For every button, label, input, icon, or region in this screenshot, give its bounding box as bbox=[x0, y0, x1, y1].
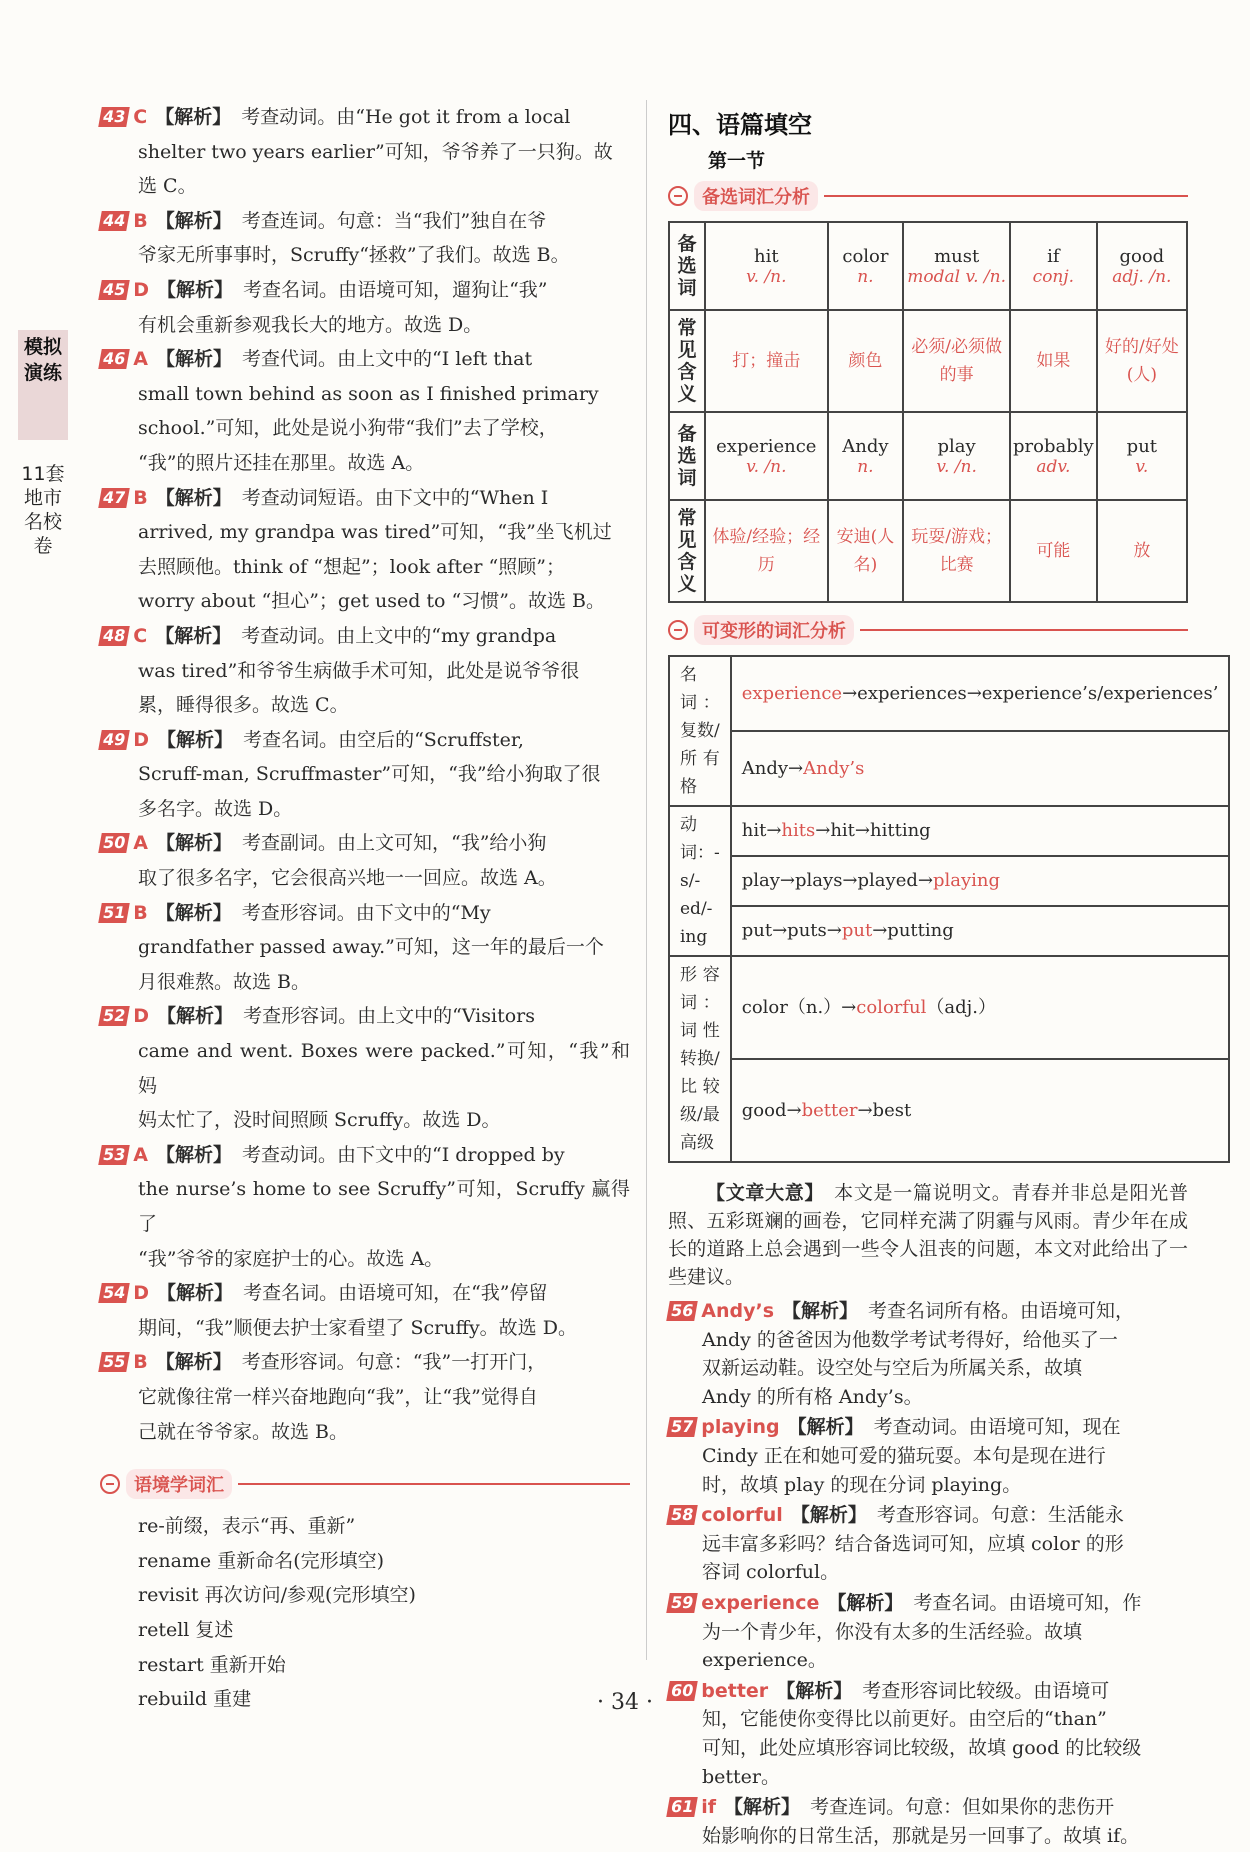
explanation-line: “我”的照片还挂在那里。故选 A。 bbox=[138, 451, 425, 474]
answer-value: B bbox=[133, 486, 148, 509]
explanation-line: the nurse’s home to see Scruffy”可知，Scruffy 赢得了 bbox=[138, 1178, 630, 1235]
analysis-tag: 【解析】 bbox=[782, 1300, 859, 1322]
word-cell bbox=[903, 222, 1010, 310]
form-text: color（n.）→ bbox=[741, 996, 857, 1018]
explanation-line: 取了很多名字，它会很高兴地一一回应。故选 A。 bbox=[138, 867, 557, 890]
explanation-line: 考查动词。由下文中的“I dropped by bbox=[242, 1143, 565, 1166]
right-column bbox=[668, 105, 1219, 1852]
heading-rule bbox=[824, 195, 1188, 197]
explanation-line: 容词 colorful。 bbox=[702, 1561, 840, 1584]
answer-entry bbox=[100, 342, 630, 480]
analysis-tag: 【解析】 bbox=[155, 1351, 232, 1374]
question-number: 52 bbox=[98, 1006, 130, 1026]
form-highlight: experience bbox=[741, 682, 843, 704]
explanation-line: 它就像往常一样兴奋地跑向“我”，让“我”觉得自 bbox=[138, 1385, 538, 1408]
analysis-tag: 【解析】 bbox=[157, 728, 234, 751]
answer-value: better bbox=[701, 1679, 769, 1702]
explanation-line: 选 C。 bbox=[138, 175, 197, 198]
explanation-line: 考查名词。由空后的“Scruffster, bbox=[243, 728, 524, 751]
vocab-item: restart 重新开始 bbox=[138, 1653, 286, 1676]
explanation-line: was tired”和爷爷生病做手术可知，此处是说爷爷很 bbox=[138, 659, 580, 682]
word-cell bbox=[903, 412, 1010, 500]
vocab-heading bbox=[100, 1469, 630, 1499]
word: Andy bbox=[842, 435, 889, 457]
form-row bbox=[731, 856, 1230, 906]
row-label: 备选词 bbox=[669, 412, 705, 500]
word: color bbox=[842, 245, 889, 267]
word-cell bbox=[1010, 412, 1097, 500]
analysis-tag: 【解析】 bbox=[155, 624, 232, 647]
answer-value: B bbox=[133, 901, 148, 924]
meaning-cell: 安迪(人名) bbox=[828, 500, 904, 602]
word: experience bbox=[716, 435, 817, 457]
category-verb: 动词：-s/-ed/-ing bbox=[669, 806, 731, 956]
explanation-line: 远丰富多彩吗？结合备选词可知，应填 color 的形 bbox=[702, 1532, 1124, 1555]
word: play bbox=[937, 435, 976, 457]
analysis-tag: 【解析】 bbox=[155, 348, 232, 371]
analysis-tag: 【解析】 bbox=[790, 1504, 867, 1527]
explanation-line: 妈太忙了，没时间照顾 Scruffy。故选 D。 bbox=[138, 1109, 501, 1132]
table1-heading-label: 备选词汇分析 bbox=[694, 181, 818, 211]
answer-entry bbox=[100, 100, 630, 204]
answer-value: B bbox=[133, 209, 148, 232]
question-number: 50 bbox=[98, 833, 130, 853]
analysis-tag: 【解析】 bbox=[155, 832, 232, 855]
answer-entry bbox=[100, 1138, 630, 1276]
explanation-line: 考查名词。由语境可知，遛狗让“我” bbox=[243, 278, 548, 301]
bulb-icon bbox=[668, 620, 688, 640]
answer-value: A bbox=[133, 1143, 148, 1166]
answer-value: B bbox=[133, 1351, 148, 1374]
explanation-line: small town behind as soon as I finished primary bbox=[138, 382, 599, 405]
explanation-line: 考查形容词。由下文中的“My bbox=[241, 901, 491, 924]
meaning-cell: 如果 bbox=[1010, 310, 1097, 412]
form-text: hit→ bbox=[741, 820, 782, 841]
form-highlight: colorful bbox=[856, 996, 927, 1018]
question-number: 48 bbox=[98, 626, 130, 646]
question-number: 57 bbox=[666, 1417, 698, 1437]
question-number: 44 bbox=[98, 211, 130, 231]
explanation-line: arrived, my grandpa was tired”可知，“我”坐飞机过 bbox=[138, 521, 612, 544]
word: put bbox=[1126, 435, 1158, 457]
row-label: 常见含义 bbox=[669, 310, 705, 412]
forms-table bbox=[668, 655, 1230, 1163]
word: good bbox=[1119, 245, 1165, 267]
explanation-line: “我”爷爷的家庭护士的心。故选 A。 bbox=[138, 1247, 444, 1270]
explanation-line: 月很难熬。故选 B。 bbox=[138, 970, 311, 993]
answer-entry bbox=[100, 723, 630, 827]
right-entries bbox=[668, 1297, 1188, 1850]
answer-entry bbox=[100, 1345, 630, 1449]
analysis-tag: 【解析】 bbox=[155, 209, 232, 232]
form-text: →experiences→experience’s/experiences’ bbox=[842, 682, 1219, 704]
answer-value: D bbox=[133, 728, 150, 751]
explanation-line: 考查动词。由语境可知，现在 bbox=[873, 1416, 1121, 1439]
answer-value: C bbox=[133, 106, 148, 128]
word: hit bbox=[754, 245, 779, 267]
vocab-item: rebuild 重建 bbox=[138, 1688, 252, 1711]
word-cell bbox=[828, 412, 904, 500]
answer-entry bbox=[100, 619, 630, 723]
explanation-line: school.”可知，此处是说小狗带“我们”去了学校， bbox=[138, 417, 558, 440]
part-of-speech: v. /n. bbox=[936, 456, 977, 477]
part-of-speech: n. bbox=[857, 456, 874, 477]
word-cell bbox=[1097, 412, 1187, 500]
analysis-tag: 【解析】 bbox=[157, 278, 234, 301]
question-number: 59 bbox=[666, 1593, 698, 1613]
word: must bbox=[934, 245, 980, 267]
bulb-icon bbox=[668, 186, 688, 206]
analysis-tag: 【解析】 bbox=[724, 1796, 801, 1819]
answer-value: D bbox=[133, 278, 150, 301]
vocab-item: rename 重新命名(完形填空) bbox=[138, 1549, 385, 1572]
form-row bbox=[731, 906, 1230, 956]
question-number: 55 bbox=[98, 1352, 130, 1372]
explanation-line: grandfather passed away.”可知，这一年的最后一个 bbox=[138, 936, 604, 959]
explanation-line: came and went. Boxes were packed.”可知，“我”和妈 bbox=[138, 1040, 630, 1097]
explanation-line: 累，睡得很多。故选 C。 bbox=[138, 694, 349, 717]
answer-value: colorful bbox=[701, 1504, 783, 1527]
answer-value: playing bbox=[701, 1416, 780, 1439]
word-cell bbox=[1097, 222, 1187, 310]
explanation-line: 考查动词。由“He got it from a local bbox=[241, 106, 571, 128]
explanation-line: 有机会重新参观我长大的地方。故选 D。 bbox=[138, 313, 483, 336]
meaning-cell: 放 bbox=[1097, 500, 1187, 602]
vocab-list bbox=[100, 1509, 630, 1717]
explanation-line: 考查名词。由语境可知，在“我”停留 bbox=[243, 1282, 548, 1305]
explanation-line: 考查形容词。由上文中的“Visitors bbox=[243, 1005, 535, 1028]
table2-heading bbox=[668, 615, 1188, 645]
form-text: →best bbox=[857, 1099, 912, 1121]
explanation-line: Cindy 正在和她可爱的猫玩耍。本句是现在进行 bbox=[702, 1444, 1106, 1467]
form-highlight: Andy’s bbox=[803, 757, 865, 779]
meaning-cell: 打；撞击 bbox=[705, 310, 828, 412]
question-number: 58 bbox=[666, 1505, 698, 1525]
meaning-cell: 必须/必须做的事 bbox=[903, 310, 1010, 412]
answer-value: if bbox=[701, 1796, 717, 1819]
analysis-tag: 【解析】 bbox=[155, 106, 232, 128]
vocab-table bbox=[668, 221, 1188, 603]
explanation-line: 去照顾他。think of “想起”；look after “照顾”； bbox=[138, 555, 565, 578]
meaning-cell: 可能 bbox=[1010, 500, 1097, 602]
explanation-line: better。 bbox=[702, 1765, 781, 1788]
analysis-tag: 【解析】 bbox=[157, 1005, 234, 1028]
explanation-line: Andy 的爸爸因为他数学考试考得好，给他买了一 bbox=[702, 1328, 1118, 1351]
analysis-tag: 【解析】 bbox=[787, 1416, 864, 1439]
category-noun: 名词：复数/所有格 bbox=[669, 656, 731, 806]
explanation-line: 考查动词短语。由下文中的“When I bbox=[241, 486, 549, 509]
part-of-speech: modal v. /n. bbox=[907, 266, 1006, 287]
explanation-line: 考查副词。由上文可知，“我”给小狗 bbox=[242, 832, 547, 855]
explanation-line: 可知，此处应填形容词比较级，故填 good 的比较级 bbox=[702, 1736, 1142, 1759]
form-highlight: put bbox=[841, 920, 873, 941]
explanation-line: 知，它能使你变得比以前更好。由空后的“than” bbox=[702, 1708, 1107, 1731]
explanation-line: 爷家无所事事时，Scruffy“拯救”了我们。故选 B。 bbox=[138, 244, 570, 267]
category-adjective: 形容词：词性转换/比较级/最高级 bbox=[669, 956, 731, 1162]
meaning-cell: 颜色 bbox=[828, 310, 904, 412]
answer-entry bbox=[100, 204, 630, 273]
answer-entry bbox=[668, 1413, 1188, 1499]
meaning-cell: 好的/好处(人) bbox=[1097, 310, 1187, 412]
analysis-tag: 【解析】 bbox=[155, 901, 232, 924]
question-number: 54 bbox=[98, 1283, 130, 1303]
form-row bbox=[731, 956, 1230, 1059]
explanation-line: 考查形容词。句意：“我”一打开门， bbox=[241, 1351, 547, 1374]
explanation-line: 考查代词。由上文中的“I left that bbox=[242, 348, 533, 371]
analysis-tag: 【解析】 bbox=[776, 1679, 853, 1702]
part-of-speech: v. /n. bbox=[746, 266, 787, 287]
form-text: put→puts→ bbox=[741, 920, 842, 941]
analysis-tag: 【解析】 bbox=[155, 1143, 232, 1166]
left-entries bbox=[100, 100, 630, 1449]
analysis-tag: 【解析】 bbox=[827, 1591, 904, 1614]
question-number: 53 bbox=[98, 1145, 130, 1165]
answer-entry bbox=[100, 999, 630, 1137]
part-of-speech: v. bbox=[1135, 456, 1149, 477]
answer-value: D bbox=[133, 1282, 150, 1305]
word-cell bbox=[705, 412, 828, 500]
question-number: 61 bbox=[666, 1797, 698, 1817]
explanation-line: 考查连词。句意：当“我们”独自在爷 bbox=[241, 209, 547, 232]
row-label: 备选词 bbox=[669, 222, 705, 310]
table1-heading bbox=[668, 181, 1188, 211]
table2-heading-label: 可变形的词汇分析 bbox=[694, 615, 854, 645]
vocab-item: retell 复述 bbox=[138, 1618, 234, 1641]
explanation-line: 考查名词所有格。由语境可知， bbox=[868, 1300, 1135, 1322]
form-text: →putting bbox=[872, 920, 954, 941]
word-cell bbox=[705, 222, 828, 310]
answer-entry bbox=[668, 1793, 1188, 1850]
vocab-heading-label: 语境学词汇 bbox=[126, 1469, 232, 1499]
form-text: play→plays→played→ bbox=[741, 870, 933, 891]
vocab-item: revisit 再次访问/参观(完形填空) bbox=[138, 1584, 416, 1607]
explanation-line: 考查形容词比较级。由语境可 bbox=[862, 1679, 1110, 1702]
answer-entry bbox=[100, 1276, 630, 1345]
form-text: →hit→hitting bbox=[815, 820, 931, 841]
part-of-speech: conj. bbox=[1032, 266, 1075, 287]
answer-value: D bbox=[133, 1005, 150, 1028]
question-number: 51 bbox=[98, 903, 130, 923]
form-row bbox=[731, 806, 1230, 856]
vocab-item: re-前缀，表示“再、重新” bbox=[138, 1515, 356, 1538]
answer-entry bbox=[100, 273, 630, 342]
answer-value: experience bbox=[701, 1591, 820, 1614]
page-number: · 34 · bbox=[597, 1690, 653, 1715]
question-number: 60 bbox=[666, 1681, 698, 1701]
answer-entry bbox=[668, 1589, 1188, 1675]
explanation-line: experience。 bbox=[702, 1649, 827, 1672]
explanation-line: 考查连词。句意：但如果你的悲伤开 bbox=[810, 1796, 1115, 1819]
summary-paragraph bbox=[668, 1179, 1188, 1291]
part-of-speech: v. /n. bbox=[746, 456, 787, 477]
summary-text: 本文是一篇说明文。青春并非总是阳光普照、五彩斑斓的画卷，它同样充满了阴霾与风雨。青少年在成长的道路上总会遇到一些令人沮丧的问题，本文对此给出了一些建议。 bbox=[668, 1182, 1188, 1288]
meaning-cell: 玩耍/游戏；比赛 bbox=[903, 500, 1010, 602]
word-cell bbox=[1010, 222, 1097, 310]
answer-entry bbox=[100, 826, 630, 895]
side-tab: 模拟演练 bbox=[18, 330, 68, 440]
explanation-line: 始影响你的日常生活，那就是另一回事了。故填 if。 bbox=[702, 1824, 1140, 1847]
form-row bbox=[731, 731, 1230, 806]
explanation-line: Scruff-man, Scruffmaster”可知，“我”给小狗取了很 bbox=[138, 763, 601, 786]
form-text: （adj.） bbox=[926, 996, 996, 1018]
explanation-line: 考查名词。由语境可知，作 bbox=[913, 1591, 1142, 1614]
word: if bbox=[1047, 245, 1060, 267]
explanation-line: 为一个青少年，你没有太多的生活经验。故填 bbox=[702, 1620, 1083, 1643]
form-highlight: playing bbox=[932, 870, 1001, 891]
explanation-line: worry about “担心”；get used to “习惯”。故选 B。 bbox=[138, 590, 605, 613]
explanation-line: 考查形容词。句意：生活能永 bbox=[876, 1504, 1124, 1527]
answer-value: C bbox=[133, 624, 148, 647]
meaning-cell: 体验/经验；经历 bbox=[705, 500, 828, 602]
question-number: 46 bbox=[98, 349, 130, 369]
explanation-line: 期间，“我”顺便去护士家看望了 Scruffy。故选 D。 bbox=[138, 1316, 577, 1339]
left-column bbox=[100, 100, 630, 1717]
answer-entry bbox=[100, 896, 630, 1000]
answer-entry bbox=[100, 481, 630, 619]
section-title: 四、语篇填空 bbox=[668, 111, 812, 139]
bulb-icon bbox=[100, 1474, 120, 1494]
summary-tag: 【文章大意】 bbox=[706, 1182, 825, 1204]
explanation-line: 时，故填 play 的现在分词 playing。 bbox=[702, 1473, 1022, 1496]
word-cell bbox=[828, 222, 904, 310]
form-highlight: hits bbox=[781, 820, 816, 841]
question-number: 56 bbox=[666, 1301, 698, 1321]
explanation-line: 多名字。故选 D。 bbox=[138, 797, 293, 820]
form-text: good→ bbox=[741, 1099, 802, 1121]
analysis-tag: 【解析】 bbox=[157, 1282, 234, 1305]
answer-value: Andy’s bbox=[701, 1300, 775, 1322]
answer-value: A bbox=[133, 832, 148, 855]
section-subtitle: 第一节 bbox=[708, 150, 766, 172]
row-label: 常见含义 bbox=[669, 500, 705, 602]
part-of-speech: adj. /n. bbox=[1112, 266, 1172, 287]
part-of-speech: n. bbox=[857, 266, 874, 287]
question-number: 43 bbox=[98, 107, 130, 127]
answer-entry bbox=[668, 1297, 1188, 1411]
part-of-speech: adv. bbox=[1036, 456, 1071, 477]
heading-rule bbox=[238, 1483, 630, 1485]
answer-entry bbox=[668, 1501, 1188, 1587]
explanation-line: 双新运动鞋。设空处与空后为所属关系，故填 bbox=[702, 1357, 1083, 1380]
form-text: Andy→ bbox=[741, 757, 804, 779]
explanation-line: 考查动词。由上文中的“my grandpa bbox=[241, 624, 557, 647]
form-highlight: better bbox=[801, 1099, 858, 1121]
side-subtitle: 11套地市名校卷 bbox=[21, 463, 65, 557]
form-row bbox=[731, 656, 1230, 731]
word: probably bbox=[1013, 435, 1094, 457]
explanation-line: 己就在爷爷家。故选 B。 bbox=[138, 1420, 349, 1443]
question-number: 45 bbox=[98, 280, 130, 300]
question-number: 47 bbox=[98, 488, 130, 508]
heading-rule bbox=[860, 629, 1188, 631]
explanation-line: shelter two years earlier”可知，爷爷养了一只狗。故 bbox=[138, 140, 613, 163]
form-row bbox=[731, 1059, 1230, 1162]
analysis-tag: 【解析】 bbox=[155, 486, 232, 509]
column-divider bbox=[646, 100, 647, 1660]
question-number: 49 bbox=[98, 730, 130, 750]
explanation-line: Andy 的所有格 Andy’s。 bbox=[702, 1385, 923, 1408]
answer-value: A bbox=[133, 348, 148, 371]
